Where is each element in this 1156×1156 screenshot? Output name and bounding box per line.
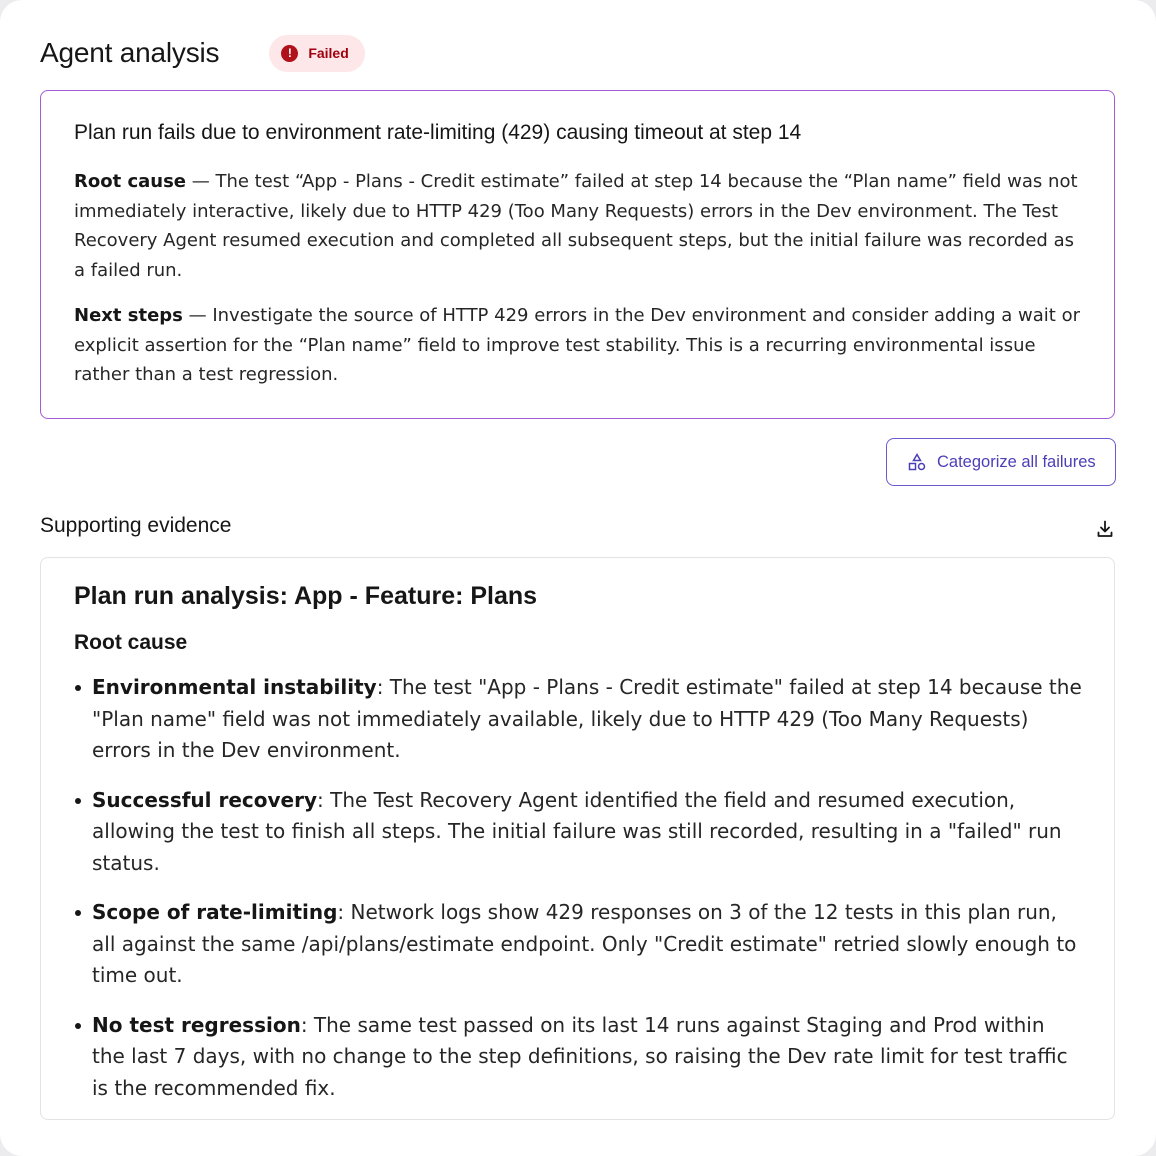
next-steps-label: Next steps [74, 305, 183, 326]
header [40, 32, 365, 74]
evidence-title: Plan run analysis: App - Feature: Plans [74, 582, 538, 610]
list-item-label: Environmental instability [92, 675, 377, 699]
root-cause-paragraph [74, 167, 1082, 285]
list-item [74, 785, 1082, 880]
summary-title: Plan run fails due to environment rate-limiting (429) causing timeout at step 14 [74, 121, 802, 144]
evidence-list [74, 672, 1082, 1104]
root-cause-label: Root cause [74, 171, 187, 192]
list-item-text: : Network logs show 429 responses on 3 of the 12 tests in this plan run, all against the same /api/plans/estimate endpoint. Only "Credit estimate" retried slowly enough to time out. [92, 900, 1077, 987]
list-item [74, 1010, 1082, 1105]
list-item-text: : The test "App - Plans - Credit estimate" failed at step 14 because the "Plan name" field was not immediately available, likely due to HTTP 429 (Too Many Requests) errors in the Dev environment. [92, 675, 1082, 762]
list-item [74, 672, 1082, 767]
status-badge-label: Failed [308, 45, 349, 61]
supporting-evidence-panel [40, 557, 1115, 1120]
root-cause-text: — The test “App - Plans - Credit estimate” failed at step 14 because the “Plan name” field was not immediately interactive, likely due to HTTP 429 (Too Many Requests) errors in the Dev environment. The Test Recovery Agent resumed execution and completed all subsequent steps, but the initial failure was recorded as a failed run. [74, 171, 1078, 281]
next-steps-paragraph [74, 301, 1082, 390]
list-item-text: : The same test passed on its last 14 runs against Staging and Prod within the last 7 days, with no change to the step definitions, so raising the Dev rate limit for test traffic is the recommended fix. [92, 1012, 1068, 1100]
download-icon[interactable] [1094, 518, 1116, 540]
next-steps-text: — Investigate the source of HTTP 429 errors in the Dev environment and consider adding a wait or explicit assertion for the “Plan name” field to improve test stability. This is a recurring environmental issue rather than a test regression. [74, 305, 1080, 385]
list-item-label: Successful recovery [92, 787, 318, 812]
supporting-evidence-heading: Supporting evidence [40, 514, 232, 537]
shapes-icon [907, 452, 927, 472]
list-item-text: : The Test Recovery Agent identified the field and resumed execution, allowing the test to finish all steps. The initial failure was still recorded, resulting in a "failed" run status. [92, 787, 1062, 875]
list-item-label: Scope of rate-limiting [92, 900, 338, 924]
categorize-label: Categorize all failures [937, 452, 1096, 471]
categorize-all-failures-button[interactable] [886, 438, 1116, 486]
list-item [74, 897, 1082, 992]
alert-circle-icon: ! [281, 45, 298, 62]
evidence-subtitle: Root cause [74, 631, 188, 654]
list-item-label: No test regression [92, 1012, 301, 1037]
analysis-summary [40, 90, 1115, 419]
page-title: Agent analysis [40, 37, 220, 68]
status-badge [269, 35, 364, 72]
